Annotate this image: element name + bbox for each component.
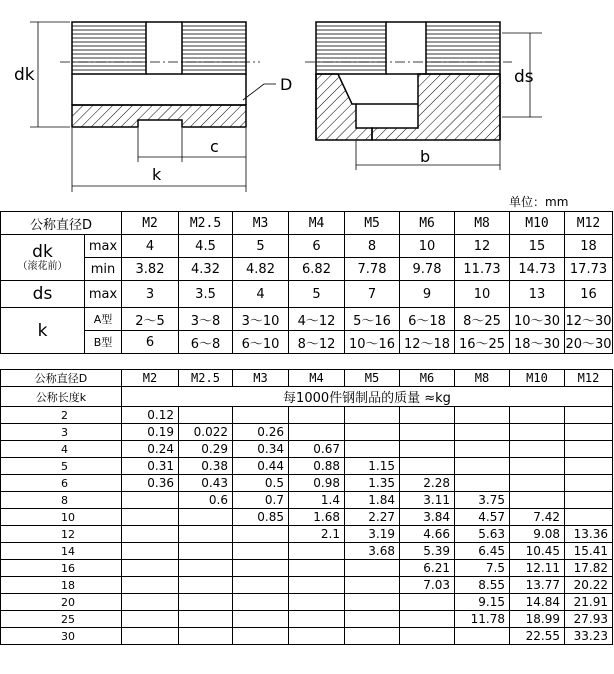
mass-cell (510, 441, 565, 458)
label-b: b (420, 147, 431, 166)
mass-cell (289, 611, 345, 628)
technical-drawing (0, 0, 614, 195)
table-cell: 4.32 (179, 258, 233, 281)
length-cell: 16 (1, 560, 122, 577)
mass-cell: 7.03 (400, 577, 455, 594)
table-cell: 4 (233, 281, 289, 308)
table-cell: 6～10 (233, 331, 289, 354)
mass-cell (565, 407, 613, 424)
table-cell: 7.78 (345, 258, 400, 281)
table-cell: 20～30 (565, 331, 613, 354)
table-cell: 5 (233, 235, 289, 258)
mass-cell (289, 628, 345, 645)
label-ds: ds (514, 67, 534, 87)
table-cell: 16 (565, 281, 613, 308)
table-row (1, 543, 613, 560)
mass-cell (455, 441, 510, 458)
mass-cell (565, 441, 613, 458)
mass-cell (345, 424, 400, 441)
table-cell: 8 (345, 235, 400, 258)
table-cell: 13 (510, 281, 565, 308)
mass-cell: 5.63 (455, 526, 510, 543)
mass-cell: 20.22 (565, 577, 613, 594)
header-cell: M3 (233, 370, 289, 387)
table-cell: 16～25 (455, 331, 510, 354)
mass-cell (122, 628, 179, 645)
table-cell: 3.5 (179, 281, 233, 308)
mass-cell: 0.022 (179, 424, 233, 441)
header-cell: M4 (289, 212, 345, 235)
table2-header-row (1, 370, 613, 387)
table-cell: 11.73 (455, 258, 510, 281)
mass-cell (455, 424, 510, 441)
mass-cell (289, 543, 345, 560)
table-cell: 8～25 (455, 308, 510, 331)
mass-cell (565, 424, 613, 441)
header-nominal-diameter: 公称直径D (1, 370, 122, 387)
length-cell: 6 (1, 475, 122, 492)
mass-cell (233, 628, 289, 645)
mass-cell (345, 577, 400, 594)
table-cell: 10 (400, 235, 455, 258)
length-cell: 12 (1, 526, 122, 543)
mass-cell (233, 543, 289, 560)
table-cell: 6～8 (179, 331, 233, 354)
header-cell: M5 (345, 370, 400, 387)
mass-cell: 0.5 (233, 475, 289, 492)
mass-cell: 0.26 (233, 424, 289, 441)
mass-cell: 3.75 (455, 492, 510, 509)
dk-sub-label: （滚花前） (17, 261, 68, 273)
table-cell: 5～16 (345, 308, 400, 331)
mass-cell (179, 407, 233, 424)
mass-cell: 0.38 (179, 458, 233, 475)
mass-label: 每1000件钢制品的质量 ≈kg (122, 387, 613, 407)
mass-cell: 1.15 (345, 458, 400, 475)
header-cell: M10 (510, 370, 565, 387)
mass-cell (455, 475, 510, 492)
table-cell: 3.82 (122, 258, 179, 281)
table-cell: 6 (289, 235, 345, 258)
mass-cell (289, 577, 345, 594)
table-row (1, 594, 613, 611)
mass-cell: 0.85 (233, 509, 289, 526)
k-a-row (1, 308, 613, 331)
table-cell: 10 (455, 281, 510, 308)
mass-cell (345, 611, 400, 628)
k-label: k (1, 308, 85, 354)
ds-max-row (1, 281, 613, 308)
table-row (1, 577, 613, 594)
mass-cell (179, 577, 233, 594)
mass-cell (122, 560, 179, 577)
mass-cell: 4.57 (455, 509, 510, 526)
table-row (1, 441, 613, 458)
mass-cell: 18.99 (510, 611, 565, 628)
mass-cell (122, 543, 179, 560)
mass-cell: 33.23 (565, 628, 613, 645)
mass-cell: 0.98 (289, 475, 345, 492)
header-cell: M4 (289, 370, 345, 387)
dk-label: dk (32, 241, 53, 262)
mass-cell: 9.15 (455, 594, 510, 611)
mass-cell: 27.93 (565, 611, 613, 628)
mass-cell (179, 594, 233, 611)
length-cell: 25 (1, 611, 122, 628)
mass-cell: 15.41 (565, 543, 613, 560)
length-cell: 8 (1, 492, 122, 509)
table-cell: 4.5 (179, 235, 233, 258)
mass-cell: 0.34 (233, 441, 289, 458)
header-cell: M6 (400, 370, 455, 387)
table-cell: 18 (565, 235, 613, 258)
length-cell: 30 (1, 628, 122, 645)
table-row (1, 526, 613, 543)
mass-cell (289, 594, 345, 611)
mass-cell (179, 509, 233, 526)
table-row (1, 407, 613, 424)
header-cell: M3 (233, 212, 289, 235)
length-cell: 3 (1, 424, 122, 441)
header-cell: M12 (565, 212, 613, 235)
mass-cell: 0.43 (179, 475, 233, 492)
mass-cell (233, 594, 289, 611)
table-cell: 7 (345, 281, 400, 308)
mass-cell (179, 628, 233, 645)
table2-subheader-row (1, 387, 613, 407)
mass-cell: 0.7 (233, 492, 289, 509)
table-cell: 4.82 (233, 258, 289, 281)
mass-cell (400, 441, 455, 458)
mass-cell: 1.68 (289, 509, 345, 526)
mass-cell (455, 458, 510, 475)
table-cell: 8～12 (289, 331, 345, 354)
table-row (1, 628, 613, 645)
mass-cell: 0.31 (122, 458, 179, 475)
table-cell: 15 (510, 235, 565, 258)
mass-cell: 0.67 (289, 441, 345, 458)
mass-cell: 2.27 (345, 509, 400, 526)
header-cell: M2 (122, 370, 179, 387)
mass-cell (345, 441, 400, 458)
table-cell: 2～5 (122, 308, 179, 331)
dk-min-row (1, 258, 613, 281)
mass-cell: 0.24 (122, 441, 179, 458)
k-a-label: A型 (85, 308, 122, 331)
mass-cell: 7.5 (455, 560, 510, 577)
mass-cell (233, 407, 289, 424)
mass-cell (179, 560, 233, 577)
table-cell: 3～10 (233, 308, 289, 331)
mass-cell (179, 543, 233, 560)
mass-cell (289, 560, 345, 577)
mass-cell (345, 628, 400, 645)
mass-table-body (1, 370, 613, 645)
table-row (1, 475, 613, 492)
table-cell: 17.73 (565, 258, 613, 281)
mass-cell: 1.84 (345, 492, 400, 509)
mass-cell: 11.78 (455, 611, 510, 628)
table-cell: 3 (122, 281, 179, 308)
mass-cell: 0.29 (179, 441, 233, 458)
mass-cell: 14.84 (510, 594, 565, 611)
mass-cell: 9.08 (510, 526, 565, 543)
mass-table (0, 369, 613, 645)
label-dk: dk (14, 65, 35, 85)
k-b-row (1, 331, 613, 354)
mass-cell: 3.84 (400, 509, 455, 526)
table-row (1, 611, 613, 628)
unit-label: 单位：mm (509, 195, 569, 209)
mass-cell: 0.36 (122, 475, 179, 492)
table-cell: 5 (289, 281, 345, 308)
mass-cell (565, 458, 613, 475)
table-cell: 9 (400, 281, 455, 308)
mass-cell: 22.55 (510, 628, 565, 645)
length-cell: 20 (1, 594, 122, 611)
mass-cell: 0.12 (122, 407, 179, 424)
table-cell: 4～12 (289, 308, 345, 331)
mass-cell: 17.82 (565, 560, 613, 577)
label-c: c (210, 137, 219, 156)
mass-cell: 1.4 (289, 492, 345, 509)
mass-cell (233, 526, 289, 543)
mass-cell (289, 424, 345, 441)
table-row (1, 492, 613, 509)
mass-cell: 1.35 (345, 475, 400, 492)
mass-cell (510, 492, 565, 509)
length-cell: 4 (1, 441, 122, 458)
mass-cell (510, 475, 565, 492)
mass-cell (400, 611, 455, 628)
mass-cell (122, 492, 179, 509)
mass-cell: 0.19 (122, 424, 179, 441)
mass-cell (233, 560, 289, 577)
nominal-length-label: 公称长度k (1, 387, 122, 407)
table-cell: 10～30 (510, 308, 565, 331)
mass-cell: 4.66 (400, 526, 455, 543)
mass-cell (400, 458, 455, 475)
table-cell: 10～16 (345, 331, 400, 354)
header-cell: M10 (510, 212, 565, 235)
label-k: k (152, 165, 162, 184)
mass-cell: 2.28 (400, 475, 455, 492)
dk-max-label: max (85, 235, 122, 258)
mass-cell (510, 407, 565, 424)
table-row (1, 560, 613, 577)
header-cell: M6 (400, 212, 455, 235)
mass-cell (455, 628, 510, 645)
mass-cell: 2.1 (289, 526, 345, 543)
mass-cell (565, 492, 613, 509)
header-cell: M5 (345, 212, 400, 235)
mass-cell: 12.11 (510, 560, 565, 577)
table-cell: 14.73 (510, 258, 565, 281)
mass-cell (400, 594, 455, 611)
length-cell: 10 (1, 509, 122, 526)
mass-cell: 3.68 (345, 543, 400, 560)
header-cell: M8 (455, 212, 510, 235)
dk-max-row (1, 235, 613, 258)
mass-cell (565, 475, 613, 492)
table-cell: 12 (455, 235, 510, 258)
table-cell: 6 (122, 331, 179, 354)
dk-label-cell (1, 235, 85, 281)
mass-cell (400, 424, 455, 441)
table-cell: 9.78 (400, 258, 455, 281)
table-cell: 12～18 (400, 331, 455, 354)
ds-label: ds (1, 281, 85, 308)
table-cell: 6.82 (289, 258, 345, 281)
mass-cell: 0.44 (233, 458, 289, 475)
mass-cell: 3.11 (400, 492, 455, 509)
table-cell: 12～30 (565, 308, 613, 331)
mass-cell (179, 611, 233, 628)
header-cell: M12 (565, 370, 613, 387)
table-cell: 3～8 (179, 308, 233, 331)
mass-cell: 6.45 (455, 543, 510, 560)
header-cell: M8 (455, 370, 510, 387)
table-cell: 6～18 (400, 308, 455, 331)
mass-cell (122, 594, 179, 611)
mass-cell (345, 594, 400, 611)
table-cell: 4 (122, 235, 179, 258)
header-nominal-diameter: 公称直径D (1, 212, 122, 235)
mass-cell (400, 407, 455, 424)
mass-cell (122, 611, 179, 628)
header-cell: M2 (122, 212, 179, 235)
length-cell: 2 (1, 407, 122, 424)
mass-cell: 10.45 (510, 543, 565, 560)
mass-cell (400, 628, 455, 645)
mass-cell (122, 509, 179, 526)
table-cell: 18～30 (510, 331, 565, 354)
length-cell: 18 (1, 577, 122, 594)
mass-cell: 8.55 (455, 577, 510, 594)
mass-cell: 13.77 (510, 577, 565, 594)
mass-cell (233, 577, 289, 594)
dimension-table (0, 211, 613, 354)
table-row (1, 424, 613, 441)
mass-cell: 0.6 (179, 492, 233, 509)
dk-min-label: min (85, 258, 122, 281)
length-cell: 5 (1, 458, 122, 475)
table-row (1, 509, 613, 526)
mass-cell (289, 407, 345, 424)
mass-cell (179, 526, 233, 543)
mass-cell (122, 577, 179, 594)
mass-cell (122, 526, 179, 543)
mass-cell (455, 407, 510, 424)
mass-cell: 0.88 (289, 458, 345, 475)
mass-cell: 21.91 (565, 594, 613, 611)
ds-max-label: max (85, 281, 122, 308)
mass-cell: 6.21 (400, 560, 455, 577)
mass-cell (233, 611, 289, 628)
k-b-label: B型 (85, 331, 122, 354)
mass-cell: 13.36 (565, 526, 613, 543)
mass-cell (345, 560, 400, 577)
mass-cell: 5.39 (400, 543, 455, 560)
mass-cell (565, 509, 613, 526)
mass-cell (510, 458, 565, 475)
length-cell: 14 (1, 543, 122, 560)
header-cell: M2.5 (179, 212, 233, 235)
label-D: D (280, 75, 293, 94)
mass-cell: 7.42 (510, 509, 565, 526)
header-cell: M2.5 (179, 370, 233, 387)
mass-cell: 3.19 (345, 526, 400, 543)
mass-cell (345, 407, 400, 424)
table1-header-row (1, 212, 613, 235)
mass-cell (510, 424, 565, 441)
table-row (1, 458, 613, 475)
